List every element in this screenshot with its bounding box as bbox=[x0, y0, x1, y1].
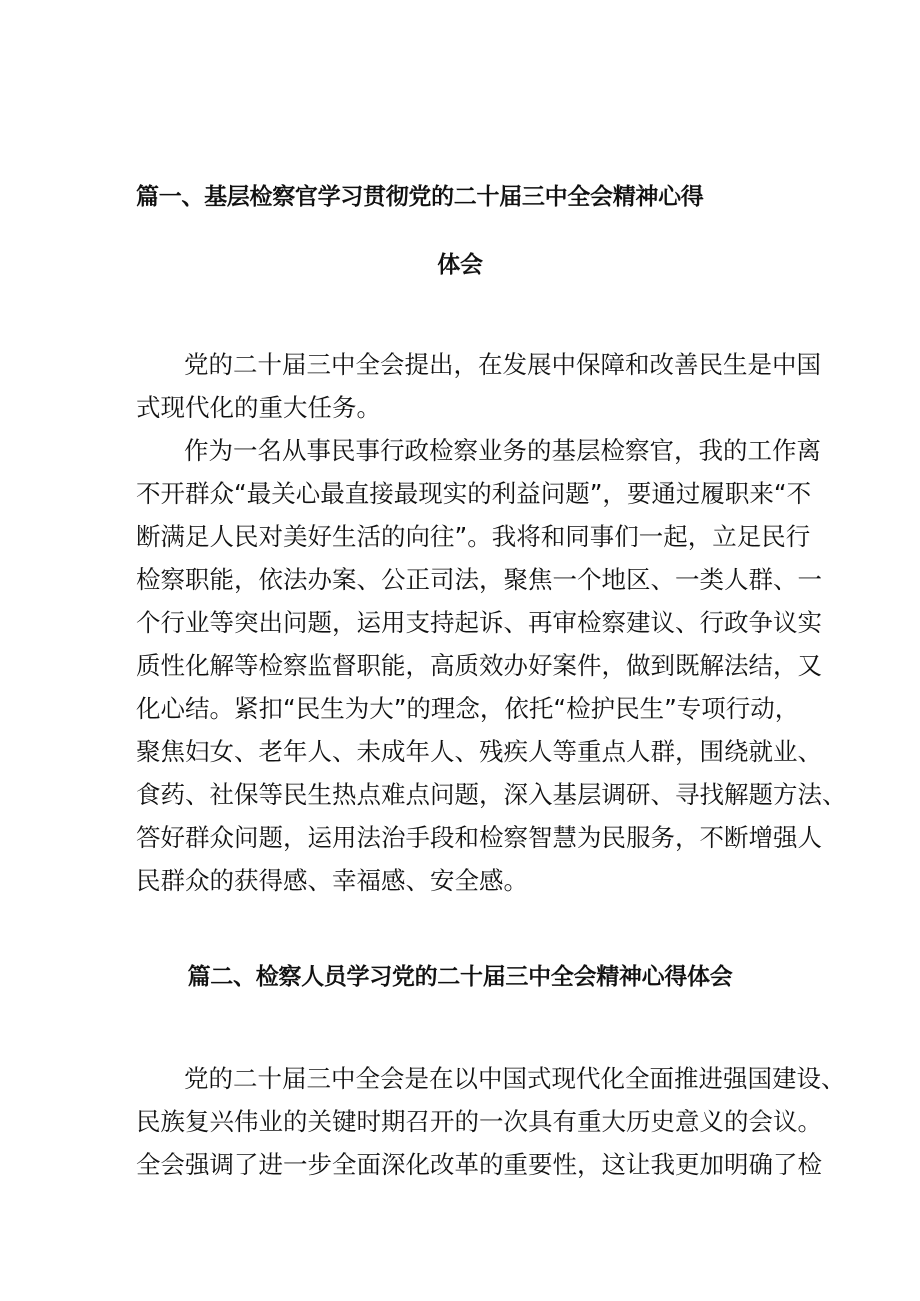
article1-p2-line: 食药、社保等民生热点难点问题，深入基层调研、寻找解题方法、 bbox=[136, 780, 847, 809]
article1-title-line2: 体会 bbox=[437, 252, 483, 278]
article2-p1-line: 民族复兴伟业的关键时期召开的一次具有重大历史意义的会议。 bbox=[136, 1107, 822, 1136]
article1-p2-line: 化心结。紧扣“民生为大”的理念，依托“检护民生”专项行动， bbox=[136, 694, 800, 723]
article1-title-line1: 篇一、基层检察官学习贯彻党的二十届三中全会精神心得 bbox=[136, 184, 704, 210]
article1-p2-line: 质性化解等检察监督职能，高质效办好案件，做到既解法结，又 bbox=[136, 651, 822, 680]
article1-p2-line: 个行业等突出问题，运用支持起诉、再审检察建议、行政争议实 bbox=[136, 608, 822, 637]
article1-p2-line: 民群众的获得感、幸福感、安全感。 bbox=[136, 866, 528, 895]
article2-p1-line: 党的二十届三中全会是在以中国式现代化全面推进强国建设、 bbox=[184, 1064, 846, 1093]
article2-p1-line: 全会强调了进一步全面深化改革的重要性，这让我更加明确了检 bbox=[136, 1150, 822, 1179]
article1-p2-line: 检察职能，依法办案、公正司法，聚焦一个地区、一类人群、一 bbox=[136, 565, 822, 594]
article1-p2-line: 不开群众“最关心最直接最现实的利益问题”，要通过履职来“不 bbox=[136, 479, 812, 508]
article1-p2-line: 答好群众问题，运用法治手段和检察智慧为民服务，不断增强人 bbox=[136, 823, 822, 852]
article1-p1-line: 党的二十届三中全会提出，在发展中保障和改善民生是中国 bbox=[184, 350, 821, 379]
article1-p2-line: 断满足人民对美好生活的向往”。我将和同事们一起，立足民行 bbox=[136, 522, 811, 551]
article1-p2-line: 聚焦妇女、老年人、未成年人、残疾人等重点人群，围绕就业、 bbox=[136, 737, 822, 766]
article2-title: 篇二、检察人员学习党的二十届三中全会精神心得体会 bbox=[187, 964, 733, 990]
article1-p2-line: 作为一名从事民事行政检察业务的基层检察官，我的工作离 bbox=[184, 436, 821, 465]
article1-p1-line: 式现代化的重大任务。 bbox=[136, 393, 381, 422]
